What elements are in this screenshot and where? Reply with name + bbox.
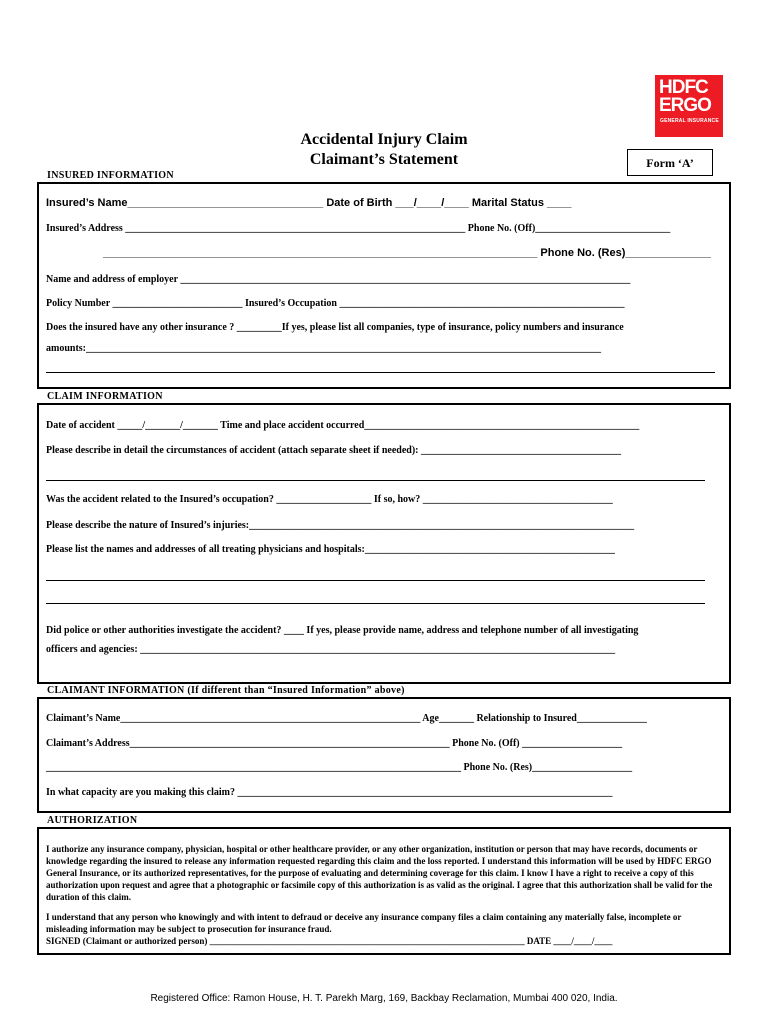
- logo-line-2: ERGO: [659, 95, 711, 116]
- physicians-row[interactable]: Please list the names and addresses of all treating physicians and hospitals:__________________________________________________: [46, 544, 615, 555]
- police-investigation-row: Did police or other authorities investigate the accident? ____ If yes, please provide name, address and telephone number of all investigating: [46, 625, 639, 636]
- section-insured-heading: INSURED INFORMATION: [47, 170, 174, 181]
- amounts-row[interactable]: amounts:_______________________________________________________________________________________________________: [46, 343, 602, 354]
- physicians-blank-line-2[interactable]: [46, 603, 705, 604]
- section-claim-heading: CLAIM INFORMATION: [47, 391, 163, 402]
- physicians-blank-line-1[interactable]: [46, 580, 705, 581]
- logo-line-3: GENERAL INSURANCE: [660, 118, 719, 124]
- logo-line-1: HDFC: [659, 77, 708, 98]
- hdfc-ergo-logo: [655, 75, 723, 137]
- accident-circumstances-row[interactable]: Please describe in detail the circumstances of accident (attach separate sheet if needed): ________________________________________: [46, 445, 622, 456]
- circumstances-blank-line[interactable]: [46, 480, 705, 481]
- insured-info-box: [37, 182, 731, 389]
- section-authorization-heading: AUTHORIZATION: [47, 815, 138, 826]
- insured-blank-line[interactable]: [46, 372, 715, 373]
- date-of-accident-row[interactable]: Date of accident _____/_______/_______ Time and place accident occurred_______________________________________________________: [46, 420, 640, 431]
- insured-name-row[interactable]: Insured’s Name________________________________ Date of Birth ___/____/____ Marital Status ____: [46, 197, 572, 209]
- registered-office-footer: Registered Office: Ramon House, H. T. Parekh Marg, 169, Backbay Reclamation, Mumbai 400 020, India.: [150, 993, 618, 1004]
- form-title: Accidental Injury Claim: [300, 131, 468, 148]
- claimant-name-row[interactable]: Claimant’s Name____________________________________________________________ Age_______ Relationship to Insured______________: [46, 713, 647, 724]
- insured-phone-res-row[interactable]: _______________________________________________________________________ Phone No. (Res)______________: [103, 247, 712, 259]
- section-claimant-heading: CLAIMANT INFORMATION (If different than “Insured Information” above): [47, 685, 405, 696]
- policy-number-row[interactable]: Policy Number __________________________ Insured’s Occupation _________________________________________________________: [46, 298, 625, 309]
- claimant-address-row[interactable]: Claimant’s Address________________________________________________________________ Phone No. (Off) ____________________: [46, 738, 623, 749]
- authorization-paragraph: I authorize any insurance company, physician, hospital or other healthcare provider, or any other organization, institution or person that may have records, documents or knowledge regarding the insured to release any information requested regarding this claim and the loss reported. I understand this information will be used by HDFC ERGO General Insurance, or its authorized representatives, for the purpose of evaluating and determining coverage for this claim. I know I have a right to receive a copy of this authorization upon request and agree that a photographic or facsimile copy of this authorization is as valid as the original. I agree that this authorization shall be valid for the duration of this claim.: [46, 844, 713, 902]
- other-insurance-row: Does the insured have any other insurance ? _________If yes, please list all companies, type of insurance, policy numbers and insurance: [46, 322, 624, 333]
- fraud-warning-paragraph: I understand that any person who knowingly and with intent to defraud or deceive any insurance company files a claim containing any materially false, incomplete or misleading information may be subject to prosecution for insurance fraud.: [46, 912, 682, 934]
- signature-date-row[interactable]: SIGNED (Claimant or authorized person) ______________________________________________________________________ DATE ____/____/____: [46, 936, 613, 946]
- claimant-phone-res-row[interactable]: ___________________________________________________________________________________ Phone No. (Res)____________________: [46, 762, 633, 773]
- form-label-box: Form ‘A’: [627, 149, 713, 176]
- insured-address-row[interactable]: Insured’s Address ____________________________________________________________________ Phone No. (Off)___________________________: [46, 223, 671, 234]
- claim-capacity-row[interactable]: In what capacity are you making this claim? ___________________________________________________________________________: [46, 787, 613, 798]
- form-subtitle: Claimant’s Statement: [309, 151, 459, 168]
- injuries-row[interactable]: Please describe the nature of Insured’s injuries:_____________________________________________________________________________: [46, 520, 635, 531]
- occupation-related-row[interactable]: Was the accident related to the Insured’s occupation? ___________________ If so, how? ______________________________________: [46, 494, 613, 505]
- officers-agencies-row[interactable]: officers and agencies: _______________________________________________________________________________________________: [46, 644, 616, 655]
- employer-row[interactable]: Name and address of employer __________________________________________________________________________________________: [46, 274, 631, 285]
